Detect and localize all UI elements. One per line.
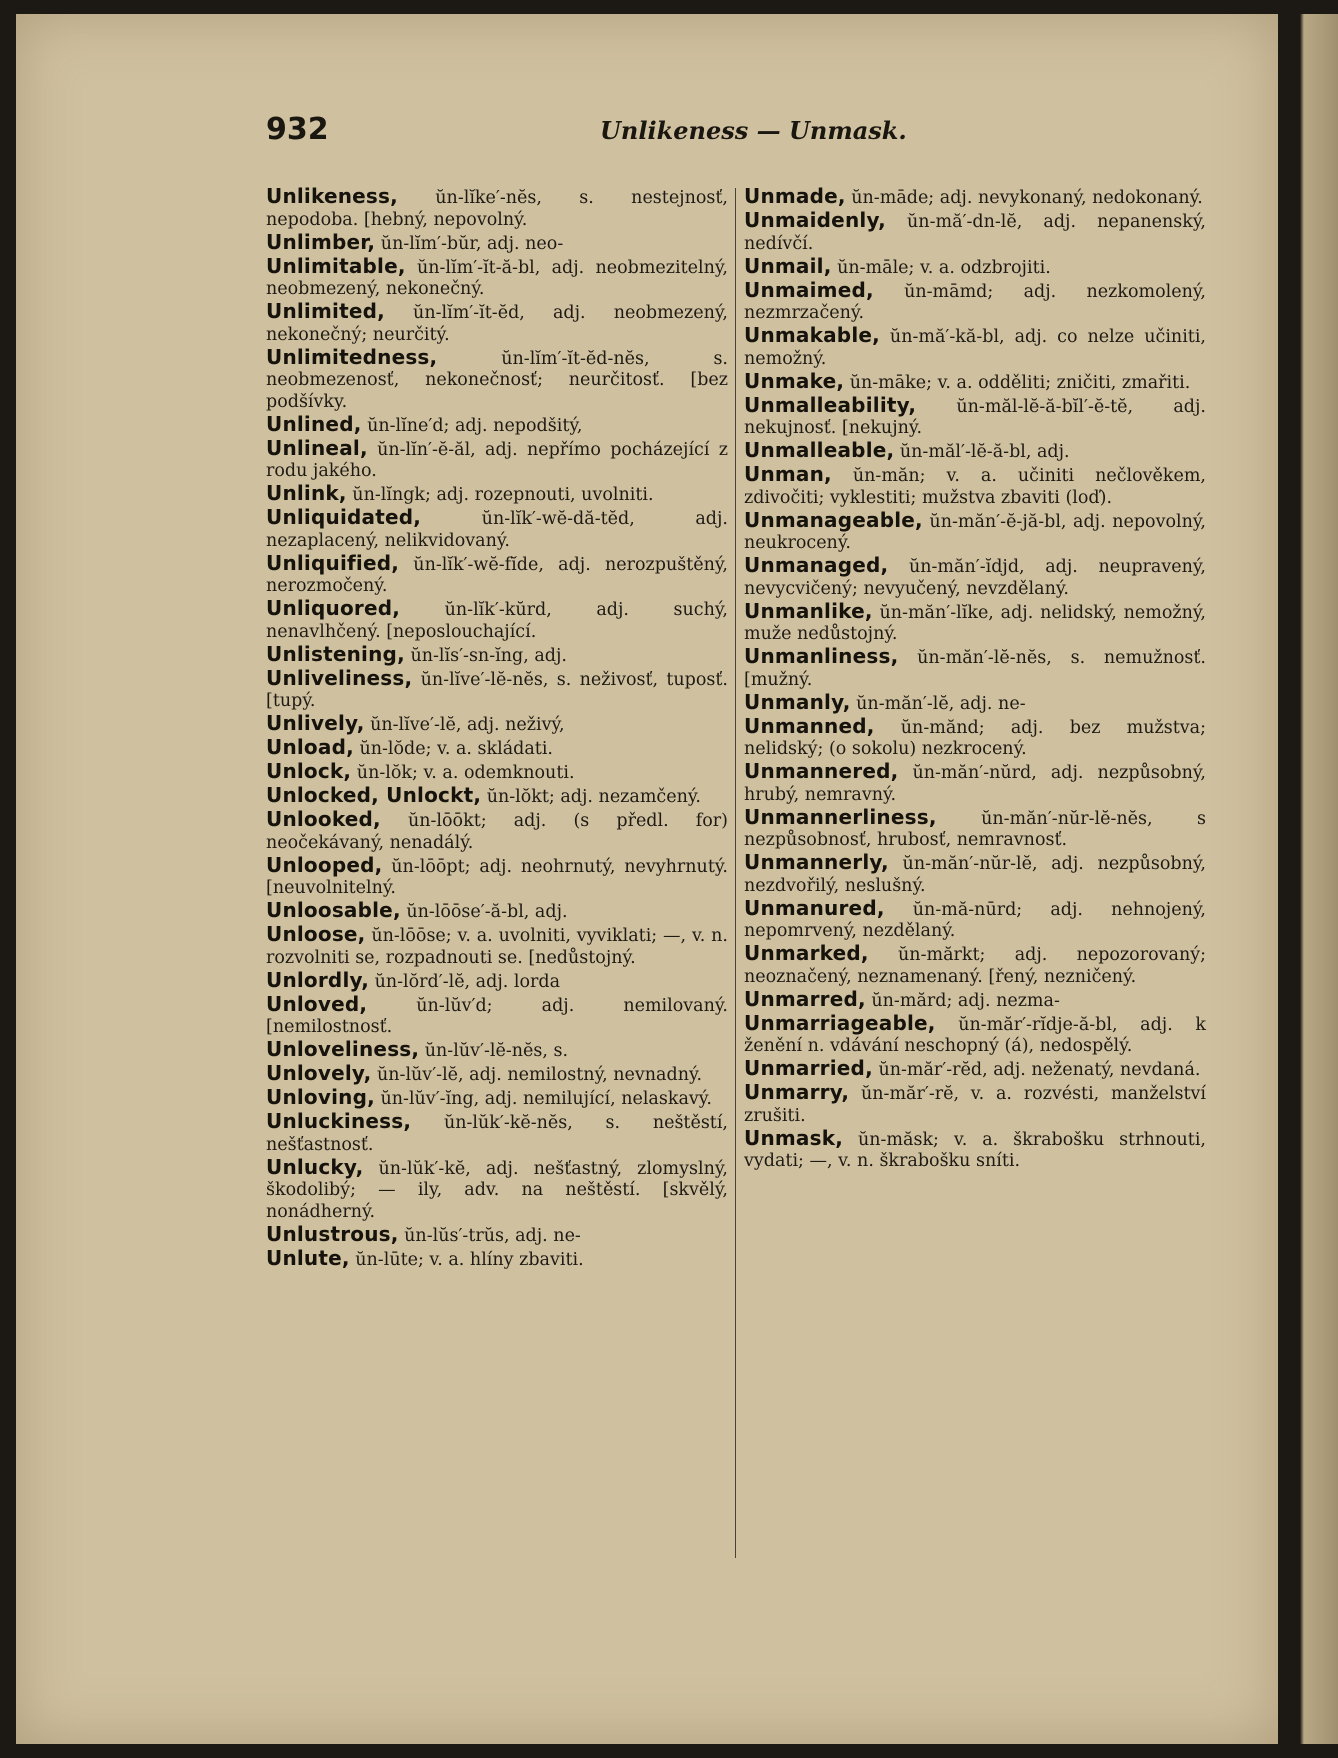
dictionary-entry bbox=[744, 392, 1206, 440]
entry-definition: ŭn-lŏde; v. a. skládati. bbox=[353, 739, 553, 759]
entry-headword: Unlucky, bbox=[266, 1154, 364, 1179]
dictionary-entry bbox=[744, 464, 1206, 509]
entry-definition: ŭn-mărkt; adj. nepozorovaný; neoznačený, neznamenaný. [řený, nezničený. bbox=[744, 945, 1206, 987]
entry-headword: Unmask, bbox=[744, 1125, 844, 1150]
entry-definition: ŭn-māde; adj. nevykonaný, nedokonaný. bbox=[845, 188, 1203, 208]
entry-headword: Unload, bbox=[266, 735, 354, 759]
entry-definition: ŭn-măn′-nŭr-lĕ, adj. nezpůsobný, nezdvořilý, neslušný. bbox=[744, 854, 1206, 896]
entry-definition: ŭn-lĭs′-sn-ĭng, adj. bbox=[404, 645, 567, 666]
entry-definition: ŭn-mă′-kă-bl, adj. co nelze učiniti, nemožný. bbox=[744, 327, 1206, 369]
dictionary-entry bbox=[266, 344, 728, 414]
dictionary-entry bbox=[744, 1125, 1206, 1173]
entry-definition: ŭn-măn′-lĕ-nĕs, s. nemužnosť. [mužný. bbox=[744, 648, 1206, 690]
entry-definition: ŭn-māmd; adj. nezkomolený, nezmrzačený. bbox=[744, 281, 1206, 323]
dictionary-entry bbox=[266, 761, 728, 785]
dictionary-entry bbox=[266, 186, 728, 231]
dictionary-entry bbox=[744, 1010, 1206, 1058]
entry-definition: ŭn-mă-nūrd; adj. nehnojený, nepomrvený, nezdělaný. bbox=[744, 899, 1206, 941]
entry-definition: ŭn-măr′-rĭdje-ă-bl, adj. k ženění n. vdávání neschopný (á), nedospělý. bbox=[744, 1014, 1206, 1056]
entry-definition: ŭn-māle; v. a. odzbrojiti. bbox=[831, 257, 1051, 278]
entry-definition: ŭn-măn′-ĕ-jă-bl, adj. nepovolný, neukrocený. bbox=[744, 511, 1206, 553]
dictionary-entry bbox=[744, 986, 1206, 1013]
entry-headword: Unmanaged, bbox=[744, 553, 889, 577]
entry-headword: Unlined, bbox=[266, 411, 362, 436]
entry-headword: Unlimber, bbox=[266, 229, 376, 254]
dictionary-entry bbox=[266, 1039, 728, 1063]
entry-headword: Unlooped, bbox=[266, 852, 383, 877]
dictionary-entry bbox=[744, 713, 1206, 761]
entry-definition: ŭn-lĭngk; adj. rozepnouti, uvolniti. bbox=[346, 485, 654, 505]
entry-headword: Unmarriageable, bbox=[744, 1010, 936, 1035]
entry-definition: ŭn-măl′-lĕ-ă-bl, adj. bbox=[894, 442, 1070, 462]
entry-headword: Unman, bbox=[744, 462, 832, 486]
dictionary-entry bbox=[266, 991, 728, 1039]
entry-headword: Unmanured, bbox=[744, 895, 885, 920]
entry-headword: Unmannered, bbox=[744, 759, 899, 783]
page-edge bbox=[1290, 14, 1338, 1744]
entry-headword: Unlimitable, bbox=[266, 253, 406, 278]
dictionary-entry bbox=[744, 368, 1206, 395]
dictionary-entry bbox=[266, 713, 728, 737]
dictionary-entry bbox=[744, 507, 1206, 555]
entry-headword: Unlustrous, bbox=[266, 1221, 399, 1246]
entry-definition: ŭn-măn′-nŭrd, adj. nezpůsobný, hrubý, nemravný. bbox=[744, 763, 1206, 805]
left-column bbox=[266, 186, 728, 1272]
dictionary-entry bbox=[744, 646, 1206, 691]
entry-definition: ŭn-lŏrd′-lĕ, adj. lorda bbox=[369, 971, 561, 992]
entry-definition: ŭn-măsk; v. a. škrabošku strhnouti, vydati; —, v. n. škrabošku sníti. bbox=[744, 1129, 1206, 1171]
entry-definition: ŭn-lŭv′-lĕ-nĕs, s. bbox=[419, 1041, 569, 1061]
dictionary-entry bbox=[266, 852, 728, 900]
entry-headword: Unlively, bbox=[266, 711, 365, 735]
entry-headword: Unlink, bbox=[266, 481, 347, 505]
entry-headword: Unlocked, Unlockt, bbox=[266, 783, 482, 807]
dictionary-entry bbox=[266, 1111, 728, 1156]
entry-definition: ŭn-lĭn′-ĕ-ăl, adj. nepřímo pocházející z rodu jakého. bbox=[266, 439, 728, 481]
dictionary-entry bbox=[266, 1063, 728, 1087]
entry-definition: ŭn-lŏkt; adj. nezamčený. bbox=[481, 787, 701, 807]
dictionary-entry bbox=[744, 689, 1206, 716]
entry-headword: Unliquored, bbox=[266, 596, 401, 620]
dictionary-entry bbox=[266, 301, 728, 346]
entry-definition: ŭn-lŭk′-kĕ-nĕs, s. neštěstí, nešťastnosť. bbox=[266, 1113, 728, 1155]
entry-definition: ŭn-măn′-nŭr-lĕ-nĕs, s nezpůsobnosť, hrubosť, nemravnosť. bbox=[744, 808, 1206, 850]
dictionary-entry bbox=[744, 555, 1206, 600]
entry-definition: ŭn-lōōse; v. a. uvolniti, vyviklati; —, v. n. rozvolniti se, rozpadnouti se. [nedůstojný. bbox=[266, 926, 728, 968]
entry-headword: Unmarred, bbox=[744, 986, 866, 1011]
entry-headword: Unmanlike, bbox=[744, 598, 873, 623]
entry-headword: Unmarked, bbox=[744, 941, 869, 965]
entry-definition: ŭn-lŏk; v. a. odemknouti. bbox=[351, 763, 575, 783]
entry-definition: ŭn-măn′-ĭdjd, adj. neupravený, nevycvičený; nevyučený, nevzdělaný. bbox=[744, 557, 1206, 599]
entry-headword: Unlikeness, bbox=[266, 184, 398, 208]
entry-headword: Unlooked, bbox=[266, 807, 381, 831]
entry-definition: ŭn-mănd; adj. bez mužstva; nelidský; (o sokolu) nezkrocený. bbox=[744, 717, 1206, 759]
entry-headword: Unlovely, bbox=[266, 1061, 372, 1085]
dictionary-entry bbox=[266, 483, 728, 507]
dictionary-entry bbox=[266, 900, 728, 924]
entry-definition: ŭn-lŭs′-trŭs, adj. ne- bbox=[398, 1225, 581, 1246]
entry-definition: ŭn-lĭm′-bŭr, adj. neo- bbox=[375, 233, 564, 254]
dictionary-entry bbox=[266, 641, 728, 668]
dictionary-entry bbox=[266, 253, 728, 301]
entry-headword: Unloose, bbox=[266, 922, 366, 946]
entry-headword: Unmanageable, bbox=[744, 507, 923, 532]
entry-headword: Unmanly, bbox=[744, 689, 851, 714]
entry-headword: Unmarried, bbox=[744, 1056, 873, 1080]
dictionary-entry bbox=[266, 435, 728, 483]
entry-definition: ŭn-lĭne′d; adj. nepodšitý, bbox=[361, 415, 583, 436]
entry-definition: ŭn-lōōse′-ă-bl, adj. bbox=[400, 902, 568, 922]
entry-definition: ŭn-lĭk′-kŭrd, adj. suchý, nenavlhčený. [neposlouchající. bbox=[266, 600, 728, 642]
entry-headword: Unliquidated, bbox=[266, 505, 422, 529]
entry-headword: Unmalleability, bbox=[744, 392, 917, 417]
entry-headword: Unlineal, bbox=[266, 435, 368, 460]
entry-headword: Unloveliness, bbox=[266, 1037, 420, 1061]
dictionary-entry bbox=[744, 325, 1206, 370]
entry-definition: ŭn-măr′-rĕ, v. a. rozvésti, manželství zrušiti. bbox=[744, 1084, 1206, 1126]
dictionary-entry bbox=[266, 1245, 728, 1272]
entry-definition: ŭn-lŭv′-ĭng, adj. nemilující, nelaskavý. bbox=[374, 1089, 712, 1109]
page-number: 932 bbox=[266, 112, 329, 147]
dictionary-entry bbox=[266, 1154, 728, 1224]
entry-definition: ŭn-măn′-lĭke, adj. nelidský, nemožný, muže nedůstojný. bbox=[744, 602, 1206, 644]
entry-headword: Unmakable, bbox=[744, 323, 880, 347]
entry-headword: Unloved, bbox=[266, 991, 368, 1016]
dictionary-entry bbox=[744, 277, 1206, 325]
dictionary-entry bbox=[744, 943, 1206, 988]
dictionary-entry bbox=[744, 1058, 1206, 1082]
entry-headword: Unmarry, bbox=[744, 1080, 850, 1104]
running-head: Unlikeness — Unmask. bbox=[600, 116, 907, 145]
entry-headword: Unmannerly, bbox=[744, 850, 889, 874]
entry-definition: ŭn-măr′-rĕd, adj. neženatý, nevdaná. bbox=[872, 1060, 1201, 1080]
page-header bbox=[266, 112, 1202, 156]
entry-definition: ŭn-māke; v. a. odděliti; zničiti, zmařiti. bbox=[844, 372, 1191, 393]
dictionary-entry bbox=[744, 210, 1206, 255]
entry-headword: Unmanliness, bbox=[744, 644, 899, 668]
entry-definition: ŭn-lĭve′-lĕ-nĕs, s. neživosť, tuposť. [tupý. bbox=[266, 669, 728, 711]
entry-definition: ŭn-lĭke′-nĕs, s. nestejnosť, nepodoba. [hebný, nepovolný. bbox=[266, 188, 728, 230]
entry-headword: Unloosable, bbox=[266, 898, 401, 922]
entry-definition: ŭn-mărd; adj. nezma- bbox=[865, 990, 1060, 1011]
entry-headword: Unlimited, bbox=[266, 299, 385, 323]
dictionary-entry bbox=[266, 229, 728, 256]
entry-definition: ŭn-lĭve′-lĕ, adj. neživý, bbox=[364, 715, 565, 735]
entry-headword: Unmaidenly, bbox=[744, 208, 886, 232]
dictionary-entry bbox=[266, 411, 728, 438]
right-column bbox=[744, 186, 1206, 1173]
entry-headword: Unmade, bbox=[744, 184, 846, 208]
dictionary-entry bbox=[744, 440, 1206, 464]
dictionary-entry bbox=[266, 809, 728, 854]
entry-definition: ŭn-lĭm′-ĭt-ĕd, adj. neobmezený, nekonečný; neurčitý. bbox=[266, 303, 728, 345]
dictionary-entry bbox=[266, 1087, 728, 1111]
entry-definition: ŭn-lŭv′d; adj. nemilovaný. [nemilostnosť. bbox=[266, 995, 728, 1037]
entry-definition: ŭn-măn′-lĕ, adj. ne- bbox=[850, 693, 1026, 714]
entry-headword: Unlock, bbox=[266, 759, 352, 783]
dictionary-entry bbox=[266, 967, 728, 994]
entry-headword: Unmail, bbox=[744, 253, 832, 278]
entry-headword: Unmaimed, bbox=[744, 277, 874, 302]
dictionary-entry bbox=[266, 785, 728, 809]
entry-definition: ŭn-lĭk′-wĕ-dă-tĕd, adj. nezaplacený, nelikvidovaný. bbox=[266, 509, 728, 551]
entry-headword: Unloving, bbox=[266, 1085, 375, 1109]
entry-headword: Unlute, bbox=[266, 1245, 350, 1270]
dictionary-entry bbox=[744, 598, 1206, 646]
dictionary-entry bbox=[744, 186, 1206, 210]
entry-definition: ŭn-lĭk′-wĕ-fĭde, adj. nerozpuštěný, nerozmočený. bbox=[266, 554, 728, 596]
entry-headword: Unmannerliness, bbox=[744, 804, 937, 829]
entry-definition: ŭn-lŭk′-kĕ, adj. nešťastný, zlomyslný, škodolibý; — ily, adv. na neštěstí. [skvělý, nonádherný. bbox=[266, 1158, 728, 1222]
entry-headword: Unluckiness, bbox=[266, 1109, 412, 1133]
entry-definition: ŭn-măl-lĕ-ă-bĭl′-ĕ-tĕ, adj. nekujnosť. [nekujný. bbox=[744, 396, 1206, 438]
entry-definition: ŭn-mă′-dn-lĕ, adj. nepanenský, nedívčí. bbox=[744, 212, 1206, 254]
dictionary-entry bbox=[266, 737, 728, 761]
dictionary-entry bbox=[744, 895, 1206, 943]
dictionary-entry bbox=[266, 665, 728, 713]
entry-headword: Unliquified, bbox=[266, 550, 400, 575]
entry-definition: ŭn-lūte; v. a. hlíny zbaviti. bbox=[349, 1249, 584, 1270]
entry-headword: Unlistening, bbox=[266, 641, 405, 666]
column-rule bbox=[735, 188, 736, 1558]
entry-headword: Unlimitedness, bbox=[266, 344, 438, 369]
dictionary-entry bbox=[266, 1221, 728, 1248]
dictionary-entry bbox=[744, 1082, 1206, 1127]
entry-headword: Unlordly, bbox=[266, 967, 369, 992]
dictionary-entry bbox=[266, 550, 728, 598]
dictionary-entry bbox=[266, 507, 728, 552]
dictionary-entry bbox=[744, 253, 1206, 280]
entry-definition: ŭn-lĭm′-ĭt-ă-bl, adj. neobmezitelný, neobmezený, nekonečný. bbox=[266, 257, 728, 299]
entry-headword: Unmanned, bbox=[744, 713, 875, 738]
dictionary-entry bbox=[744, 804, 1206, 852]
entry-definition: ŭn-lōōkt; adj. (s předl. for) neočekávaný, nenadálý. bbox=[266, 811, 728, 853]
entry-headword: Unliveliness, bbox=[266, 665, 413, 690]
dictionary-entry bbox=[744, 761, 1206, 806]
entry-definition: ŭn-lŭv′-lĕ, adj. nemilostný, nevnadný. bbox=[371, 1065, 703, 1085]
entry-definition: ŭn-lōōpt; adj. neohrnutý, nevyhrnutý. [neuvolnitelný. bbox=[266, 856, 728, 898]
entry-definition: ŭn-măn; v. a. učiniti nečlověkem, zdivočiti; vyklestiti; mužstva zbaviti (loď). bbox=[744, 466, 1206, 508]
dictionary-entry bbox=[744, 852, 1206, 897]
entry-headword: Unmalleable, bbox=[744, 438, 895, 462]
entry-headword: Unmake, bbox=[744, 368, 845, 393]
dictionary-entry bbox=[266, 598, 728, 643]
dictionary-entry bbox=[266, 924, 728, 969]
entry-definition: ŭn-lĭm′-ĭt-ĕd-nĕs, s. neobmezenosť, nekonečnosť; neurčitosť. [bez podšívky. bbox=[266, 348, 728, 412]
